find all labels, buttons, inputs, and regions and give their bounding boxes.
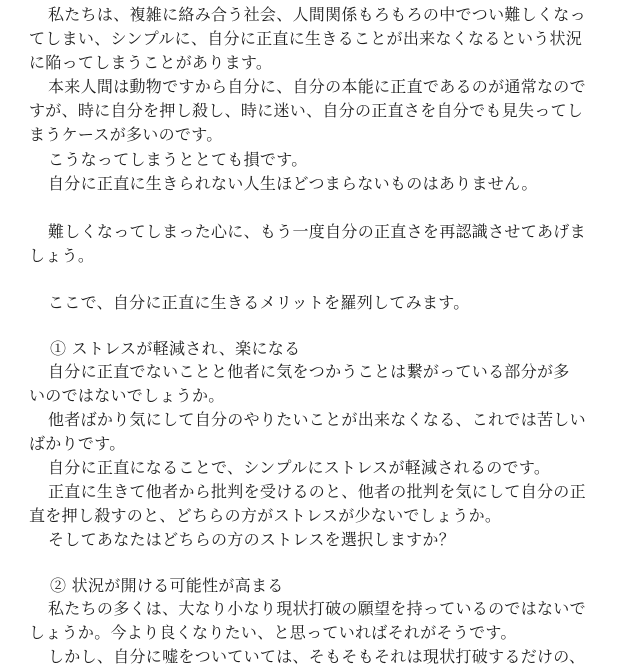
paragraph-11-line-1: そしてあなたはどちらの方のストレスを選択しますか？ [48, 530, 456, 549]
section-heading-1: ① ストレスが軽減され、楽になる [50, 339, 301, 358]
paragraph-8-line-1: 他者ばかり気にして自分のやりたいことが出来なくなる、これでは苦しい [48, 410, 586, 429]
paragraph-5-line-1: 難しくなってしまった心に、もう一度自分の正直さを再認識させてあげま [48, 222, 586, 241]
paragraph-2-line-3: まうケースが多いのです。 [29, 125, 223, 144]
paragraph-9-line-1: 自分に正直になることで、シンプルにストレスが軽減されるのです。 [48, 458, 551, 477]
paragraph-7-line-2: いのではないでしょうか。 [29, 386, 225, 405]
paragraph-1-line-1: 私たちは、複雑に絡み合う社会、人間関係もろもろの中でつい難しくなっ [48, 5, 586, 24]
paragraph-10-line-1: 正直に生きて他者から批判を受けるのと、他者の批判を気にして自分の正 [48, 482, 586, 501]
paragraph-13-line-1: しかし、自分に嘘をついていては、そもそもそれは現状打破するだけの、 [48, 647, 586, 666]
paragraph-1-line-3: に陥ってしまうことがあります。 [29, 53, 273, 72]
paragraph-8-line-2: ばかりです。 [29, 434, 126, 453]
paragraph-4-line-1: 自分に正直に生きられない人生ほどつまらないものはありません。 [48, 174, 538, 193]
paragraph-10-line-2: 直を押し殺すのと、どちらの方がストレスが少ないでしょうか。 [29, 506, 502, 525]
paragraph-2-line-2: すが、時に自分を押し殺し、時に迷い、自分の正直さを自分でも見失ってし [29, 101, 584, 120]
paragraph-12-line-1: 私たちの多くは、大なり小なり現状打破の願望を持っているのではないで [48, 599, 586, 618]
paragraph-7-line-1: 自分に正直でないことと他者に気をつかうことは繋がっている部分が多 [48, 362, 570, 381]
paragraph-1-line-2: てしまい、シンプルに、自分に正直に生きることが出来なくなるという状況 [29, 29, 583, 48]
paragraph-5-line-2: しょう。 [29, 246, 95, 265]
paragraph-3-line-1: こうなってしまうととても損です。 [48, 150, 308, 169]
section-heading-2: ② 状況が開ける可能性が高まる [50, 576, 284, 595]
paragraph-12-line-2: しょうか。今より良くなりたい、と思っていればそれがそうです。 [29, 623, 517, 642]
paragraph-6-line-1: ここで、自分に正直に生きるメリットを羅列してみます。 [48, 293, 470, 312]
paragraph-2-line-1: 本来人間は動物ですから自分に、自分の本能に正直であるのが通常なので [48, 77, 586, 96]
